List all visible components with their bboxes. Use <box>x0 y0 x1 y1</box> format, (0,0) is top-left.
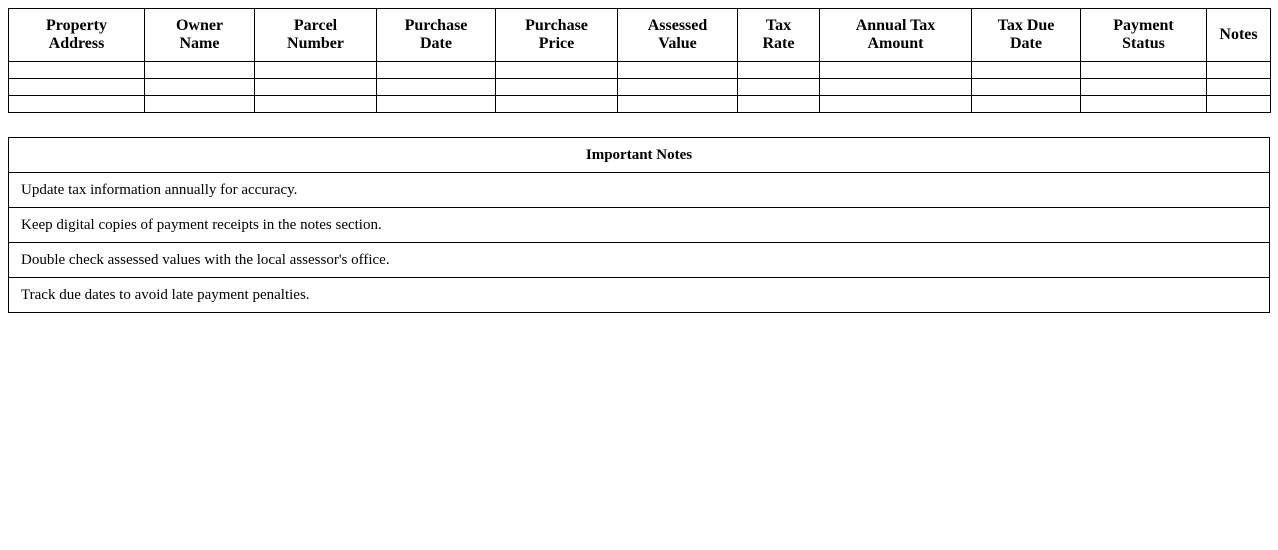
list-item <box>9 208 1270 243</box>
header-property-address <box>9 9 145 62</box>
table-cell[interactable] <box>738 79 820 96</box>
table-row <box>9 96 1271 113</box>
table-cell[interactable] <box>377 79 496 96</box>
table-cell[interactable] <box>1207 96 1271 113</box>
table-cell[interactable] <box>255 96 377 113</box>
table-cell[interactable] <box>820 62 972 79</box>
header-line: Value <box>658 35 697 52</box>
table-cell[interactable] <box>496 62 618 79</box>
header-annual-tax-amount <box>820 9 972 62</box>
notes-header-row <box>9 138 1270 173</box>
header-line: Payment <box>1113 17 1174 34</box>
table-cell[interactable] <box>618 62 738 79</box>
header-line: Notes <box>1219 26 1258 43</box>
header-line: Date <box>420 35 452 52</box>
header-line: Parcel <box>293 17 338 34</box>
list-item <box>9 243 1270 278</box>
table-cell[interactable] <box>9 62 145 79</box>
table-cell[interactable] <box>145 96 255 113</box>
table-cell[interactable] <box>9 79 145 96</box>
header-purchase-date <box>377 9 496 62</box>
header-tax-rate <box>738 9 820 62</box>
property-tax-table <box>8 8 1271 113</box>
header-line: Purchase <box>404 17 468 34</box>
header-line: Tax Due <box>997 17 1055 34</box>
table-cell[interactable] <box>1081 79 1207 96</box>
table-cell[interactable] <box>377 62 496 79</box>
table-row <box>9 62 1271 79</box>
notes-title: Important Notes <box>9 138 1270 173</box>
table-cell[interactable] <box>972 62 1081 79</box>
table-cell[interactable] <box>972 79 1081 96</box>
header-line: Assessed <box>647 17 708 34</box>
note-text: Keep digital copies of payment receipts in the notes section. <box>9 208 1270 243</box>
table-cell[interactable] <box>255 79 377 96</box>
table-cell[interactable] <box>255 62 377 79</box>
list-item <box>9 278 1270 313</box>
table-cell[interactable] <box>738 96 820 113</box>
table-cell[interactable] <box>9 96 145 113</box>
table-cell[interactable] <box>1207 62 1271 79</box>
header-owner-name <box>145 9 255 62</box>
important-notes-table <box>8 137 1270 313</box>
table-cell[interactable] <box>377 96 496 113</box>
header-line: Address <box>48 35 105 52</box>
header-payment-status <box>1081 9 1207 62</box>
table-cell[interactable] <box>820 96 972 113</box>
header-line: Amount <box>867 35 924 52</box>
table-cell[interactable] <box>1207 79 1271 96</box>
header-line: Price <box>538 35 575 52</box>
table-cell[interactable] <box>738 62 820 79</box>
table-cell[interactable] <box>496 96 618 113</box>
table-cell[interactable] <box>1081 62 1207 79</box>
table-cell[interactable] <box>972 96 1081 113</box>
header-line: Tax <box>765 17 792 34</box>
list-item <box>9 173 1270 208</box>
table-cell[interactable] <box>1081 96 1207 113</box>
header-line: Owner <box>175 17 224 34</box>
header-line: Purchase <box>525 17 588 34</box>
table-header-row <box>9 9 1271 62</box>
table-cell[interactable] <box>145 62 255 79</box>
table-cell[interactable] <box>145 79 255 96</box>
table-cell[interactable] <box>618 79 738 96</box>
note-text: Double check assessed values with the local assessor's office. <box>9 243 1270 278</box>
header-line: Property <box>45 17 107 34</box>
header-tax-due-date <box>972 9 1081 62</box>
table-cell[interactable] <box>618 96 738 113</box>
table-cell[interactable] <box>496 79 618 96</box>
header-line: Rate <box>762 35 795 52</box>
table-cell[interactable] <box>820 79 972 96</box>
header-notes <box>1207 9 1271 62</box>
header-line: Annual Tax <box>855 17 936 34</box>
note-text: Update tax information annually for accuracy. <box>9 173 1270 208</box>
note-text: Track due dates to avoid late payment penalties. <box>9 278 1270 313</box>
header-line: Date <box>1010 35 1042 52</box>
header-parcel-number <box>255 9 377 62</box>
table-row <box>9 79 1271 96</box>
header-assessed-value <box>618 9 738 62</box>
header-line: Status <box>1122 35 1165 52</box>
header-line: Name <box>179 35 220 52</box>
header-line: Number <box>287 35 344 52</box>
header-purchase-price <box>496 9 618 62</box>
